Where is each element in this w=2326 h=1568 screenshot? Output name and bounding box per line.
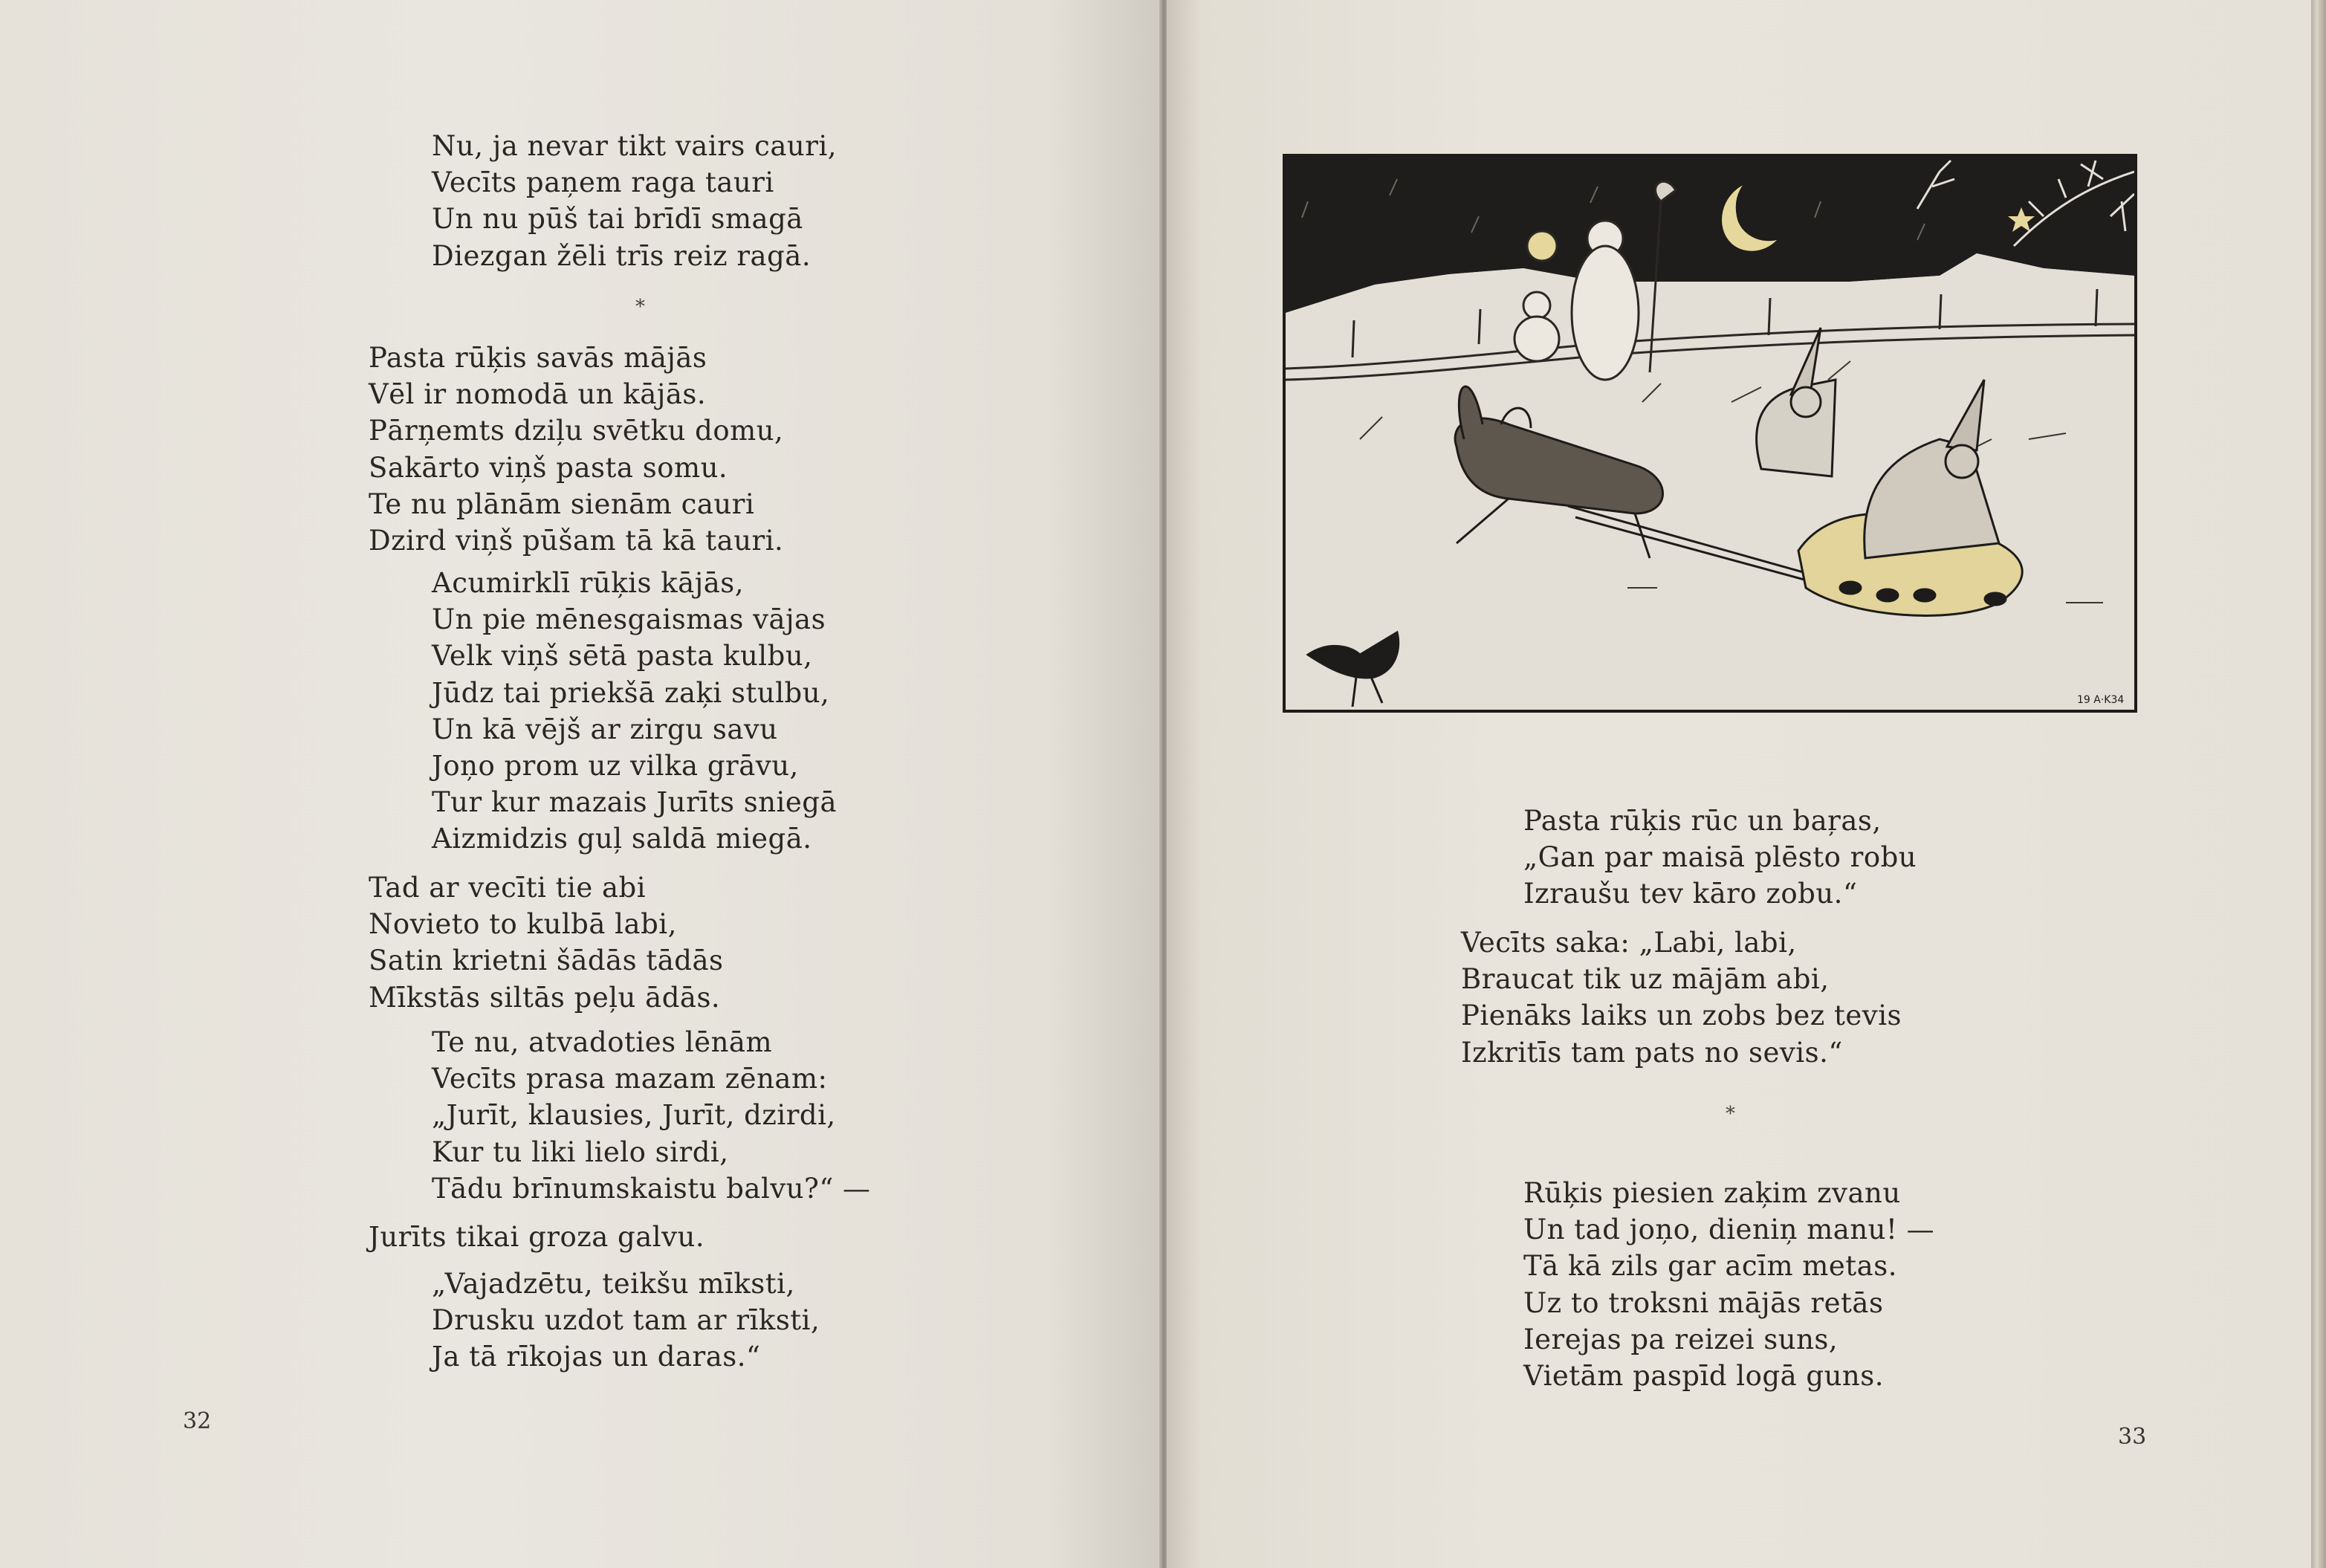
poem-line: Mīkstās siltās peļu ādās. <box>369 981 721 1014</box>
poem-line: Pasta rūķis rūc un baŗas, <box>1523 805 1882 837</box>
poem-line: Tādu brīnumskaistu balvu?“ — <box>432 1172 871 1205</box>
poem-line: Nu, ja nevar tikt vairs cauri, <box>432 130 838 162</box>
poem-line: Ja tā rīkojas un daras.“ <box>432 1341 761 1373</box>
page-edge <box>2311 0 2326 1568</box>
poem-line: Pārņemts dziļu svētku domu, <box>369 415 784 447</box>
stanza-separator: * <box>635 296 645 318</box>
poem-line: Ierejas pa reizei suns, <box>1523 1323 1839 1355</box>
poem-line: „Vajadzētu, teikšu mīksti, <box>432 1268 795 1300</box>
poem-line: Novieto to kulbā labi, <box>369 908 677 941</box>
poem-line: Izraušu tev kāro zobu.“ <box>1523 878 1858 910</box>
left-page <box>0 0 1161 1568</box>
poem-line: Diezgan žēli trīs reiz ragā. <box>432 239 811 272</box>
poem-line: Tā kā zils gar acīm metas. <box>1523 1250 1897 1283</box>
poem-line: Braucat tik uz mājām abi, <box>1461 963 1830 996</box>
poem-line: Un nu pūš tai brīdī smagā <box>432 203 803 236</box>
winter-night-illustration <box>1283 154 2137 713</box>
poem-line: Satin krietni šādās tādās <box>369 945 724 977</box>
stanza <box>1461 924 1902 1071</box>
poem-line: Izkritīs tam pats no sevis.“ <box>1461 1036 1843 1069</box>
stanza <box>432 1266 820 1376</box>
poem-line: Drusku uzdot tam ar rīksti, <box>432 1304 820 1337</box>
page-number: 33 <box>2118 1424 2147 1450</box>
poem-line: Uz to troksni mājās retās <box>1523 1286 1884 1319</box>
illustration-svg <box>1286 157 2134 710</box>
stanza <box>432 128 837 274</box>
poem-line: Vēl ir nomodā un kājās. <box>369 378 707 411</box>
poem-line: Un tad joņo, dieniņ manu! — <box>1523 1214 1935 1246</box>
stanza-separator: * <box>1726 1103 1735 1125</box>
poem-line: Tur kur mazais Jurīts sniegā <box>432 786 838 819</box>
poem-line: Un kā vējš ar zirgu savu <box>432 713 778 745</box>
poem-line: Acumirklī rūķis kājās, <box>432 567 745 599</box>
poem-line: Kur tu liki lielo sirdi, <box>432 1135 729 1168</box>
stanza <box>432 565 837 858</box>
poem-line: Te nu plānām sienām cauri <box>369 487 755 520</box>
poem-line: Vecīts prasa mazam zēnam: <box>432 1063 828 1095</box>
poem-line: Vecīts saka: „Labi, labi, <box>1461 927 1797 959</box>
poem-line: Velk viņš sētā pasta kulbu, <box>432 640 813 673</box>
poem-line: Te nu, atvadoties lēnām <box>432 1026 773 1058</box>
page-number: 32 <box>183 1408 212 1434</box>
poem-line: „Jurīt, klausies, Jurīt, dzirdi, <box>432 1099 836 1132</box>
poem-line: Dzird viņš pūšam tā kā tauri. <box>369 525 784 557</box>
poem-line: Vietām paspīd logā guns. <box>1523 1360 1884 1393</box>
poem-line: Pienāks laiks un zobs bez tevis <box>1461 1000 1902 1032</box>
poem-line: Pasta rūķis savās mājās <box>369 342 707 374</box>
stanza <box>1523 803 1917 913</box>
poem-line: Jurīts tikai groza galvu. <box>369 1221 705 1253</box>
poem-line: Vecīts paņem raga tauri <box>432 166 774 199</box>
poem-line: Joņo prom uz vilka grāvu, <box>432 750 799 783</box>
poem-line: Rūķis piesien zaķim zvanu <box>1523 1177 1901 1209</box>
artist-signature: 19 A·K34 <box>2077 694 2125 706</box>
stanza <box>432 1024 871 1207</box>
poem-line: Tad ar vecīti tie abi <box>369 872 647 904</box>
poem-line: Aizmidzis guļ saldā miegā. <box>432 823 812 855</box>
stanza <box>369 340 783 559</box>
poem-line: Un pie mēnesgaismas vājas <box>432 603 826 636</box>
snow-field <box>1286 253 2134 710</box>
stanza <box>1523 1175 1934 1394</box>
poem-line: Jūdz tai priekšā zaķi stulbu, <box>432 676 830 709</box>
stanza <box>369 869 724 1016</box>
poem-line: Sakārto viņš pasta somu. <box>369 451 728 484</box>
poem-line: „Gan par maisā plēsto robu <box>1523 841 1917 874</box>
stanza <box>369 1219 704 1255</box>
